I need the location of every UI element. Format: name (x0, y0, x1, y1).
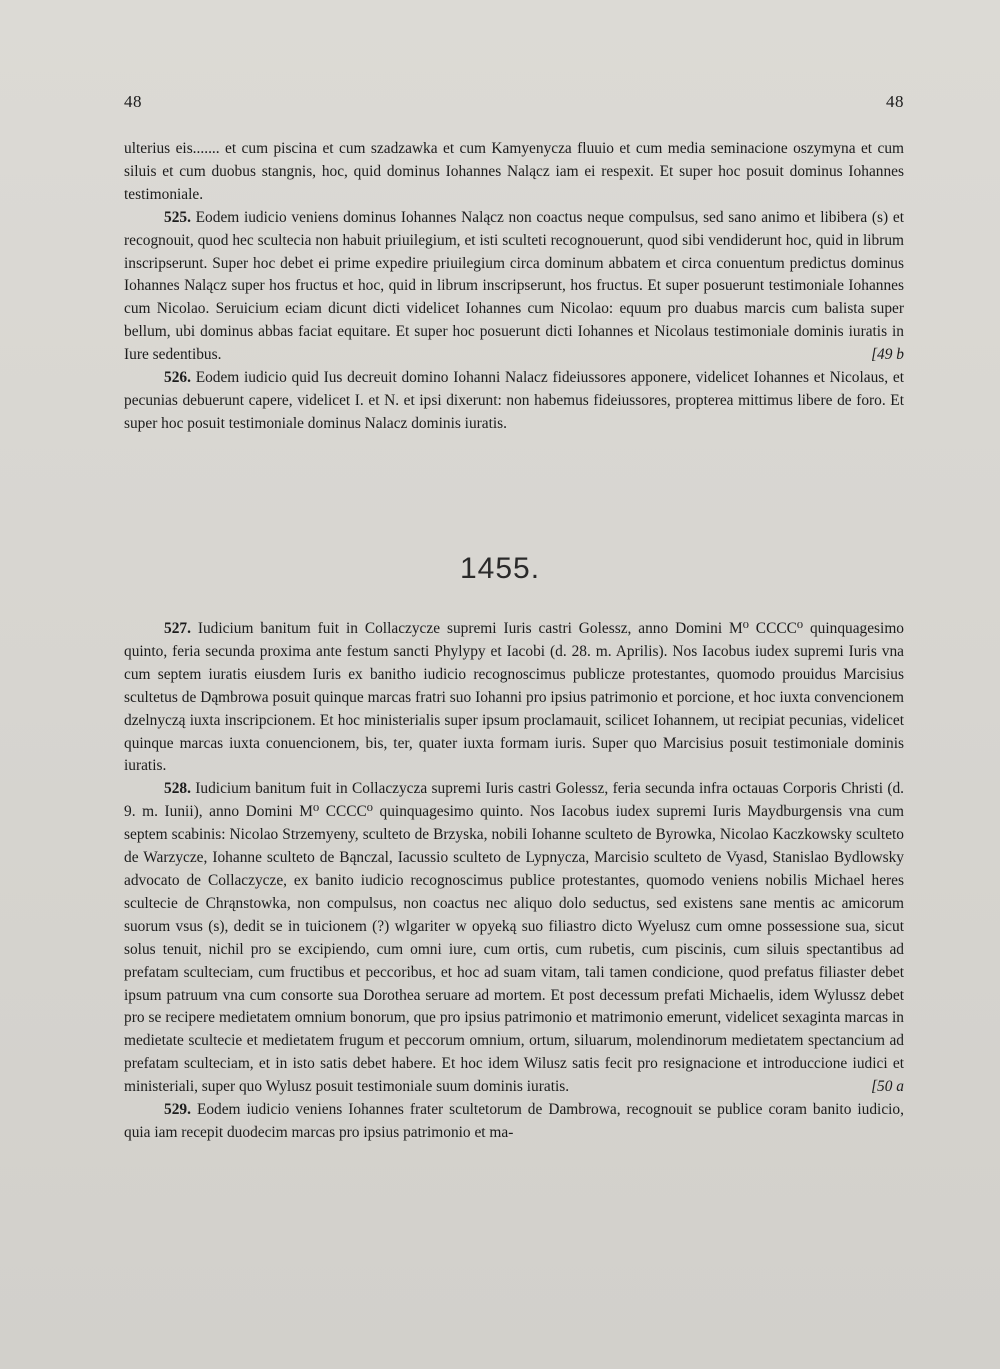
paragraph-number: 526. (164, 369, 191, 387)
paragraph-number: 528. (164, 780, 191, 798)
paragraph-continued (124, 138, 904, 207)
top-text-block (124, 138, 904, 436)
paragraph-text: Iudicium banitum fuit in Collaczycza supremi Iuris castri Golessz, feria secunda infra octauas Corporis Christi (d. 9. m. Iunii), anno Domini M⁰ CCCC⁰ quinquagesimo quinto. Nos Iacobus iudex supremi Iuris Maydburgensis vna cum septem scabinis: Nicolao Strzemyeny, sculteto de Brzyska, nobili Iohanne sculteto de Byrowka, Nicolao Kaczkowsky sculteto de Warzycze, Iohanne sculteto de Bąnczal, Iacussio sculteto de Lypnycza, Marcisio sculteto de Vyasd, Stanislao Bydlowsky advocato de Collaczycze, ex banito iudicio recognoscimus publice protestantes, quomodo veniens nobilis Michael heres scultecie de Chrąnstowka, non compulsus, non coactus nec aliquo dolo seductus, sed existens sane mentis ac amicorum suorum vsus (s), dedit se in tuicionem (?) wlgariter w opyeką suo filiastro dicto Wyelusz cum omne possessione sua, sicut solus tenuit, nichil pro se excipiendo, cum omni iure, cum ortis, cum rubetis, cum piscinis, cum siluis spectantibus ad prefatam sculteciam, cum fructibus et peccoribus, et hoc ad suam vitam, tali tamen condicione, quod prefatus filiaster debet ipsum patruum vna cum consorte sua Dorothea seruare ad mortem. Et post decessum prefati Michaelis, idem Wylussz debet pro se recipere medietatem omnium bonorum, que pro ipsius patrimonio et matrimonio emerunt, videlicet sexaginta marcas in medietate scultecie et medietatem frugum et peccorum omnium, ortum, siluarum, molendinorum medietatem spectancium ad prefatam sculteciam, et in isto satis debet habere. Et hoc idem Wilusz satis fecit pro resignacione et introduccione iudici et ministeriali, super quo Wylusz posuit testimoniale suum dominis iuratis. (124, 780, 904, 1096)
page-number-left: 48 (124, 92, 142, 111)
paragraph-text: Iudicium banitum fuit in Collaczycze supremi Iuris castri Golessz, anno Domini M⁰ CCCC⁰ quinquagesimo quinto, feria secunda proxima ante festum sancti Phylypy et Iacobi (d. 28. m. Aprilis). Nos Iacobus iudex supremi Iuris vna cum septem iuratis eiusdem Iuris ex banitho iudicio recognoscimus publicze protestantes, quomodo prouidus Marcisius scultetus de Dąmbrowa posuit quinque marcas fratri suo Iohanni pro ipsius patrimonio et porcione, et hoc iuxta convencionem dzelnyczą iuxta inscripcionem. Et hoc ministerialis super ipsum proclamauit, scilicet Iohannem, ut recipiat pecunias, videlicet quinque marcas iuxta conuencionem, bis, ter, quater iuxta formam iuris. Super quo Marcisius posuit testimoniale dominis iuratis. (124, 620, 904, 775)
paragraph-528 (124, 778, 904, 1099)
paragraph-number: 527. (164, 620, 191, 637)
year-heading: 1455. (459, 552, 541, 585)
folio-note: [49 b (871, 346, 904, 364)
paragraph-text: Eodem iudicio quid Ius decreuit domino Iohanni Nalacz fideiussores apponere, videlicet Iohannes et Nicolaus, et pecunias debuerunt capere, videlicet I. et N. et ipsi dixerunt: non habemus fideiussores, propterea mittimus libere de foro. Et super hoc posuit testimoniale dominus Nalacz dominis iuratis. (124, 369, 904, 432)
paragraph-529 (124, 1099, 904, 1145)
paragraph-526 (124, 367, 904, 436)
page-number-right: 48 (886, 92, 904, 111)
paragraph-text: Eodem iudicio veniens dominus Iohannes Nalącz non coactus neque compulsus, sed sano animo et libibera (s) et recognouit, quod hec scultecia non habuit priuilegium, et isti sculteti recognouerunt, quod sibi vendiderunt hoc, quid in librum inscripserunt. Super hoc debet ei prime expedire priuilegium circa dominum abbatem et circa conuentum predictus dominus Iohannes Nalącz super hos fructus et hoc, quid in librum inscripserunt, hos fructus. Et super posuerunt testimoniale Iohannes cum Nicolao. Seruicium eciam dicunt dicti videlicet Iohannes cum Nicolao: equum pro duabus marcis cum balista super bellum, ubi dominus abbas faciat equitare. Et super hoc posuerunt dicti Iohannes et Nicolaus testimoniale dominis iuratis in Iure sedentibus. (124, 208, 904, 364)
paragraph-527 (124, 618, 904, 778)
folio-note: [50 a (871, 1078, 904, 1096)
paragraph-number: 525. (164, 208, 191, 226)
paragraph-text: Eodem iudicio veniens Iohannes frater scultetorum de Dambrowa, recognouit se publice coram banito iudicio, quia iam recepit duodecim marcas pro ipsius patrimonio et ma- (124, 1101, 904, 1141)
paragraph-number: 529. (164, 1101, 191, 1119)
paragraph-525 (124, 207, 904, 367)
paragraph-text: ulterius eis....... et cum piscina et cum szadzawka et cum Kamyenycza fluuio et cum media seminacione oszymyna et cum siluis et cum duobus stangnis, hoc, quid dominus Iohannes Nalącz iam ei respexit. Et super hoc posuit dominus Iohannes testimoniale. (124, 140, 904, 203)
bottom-text-block (124, 618, 904, 1145)
running-head (124, 92, 904, 112)
